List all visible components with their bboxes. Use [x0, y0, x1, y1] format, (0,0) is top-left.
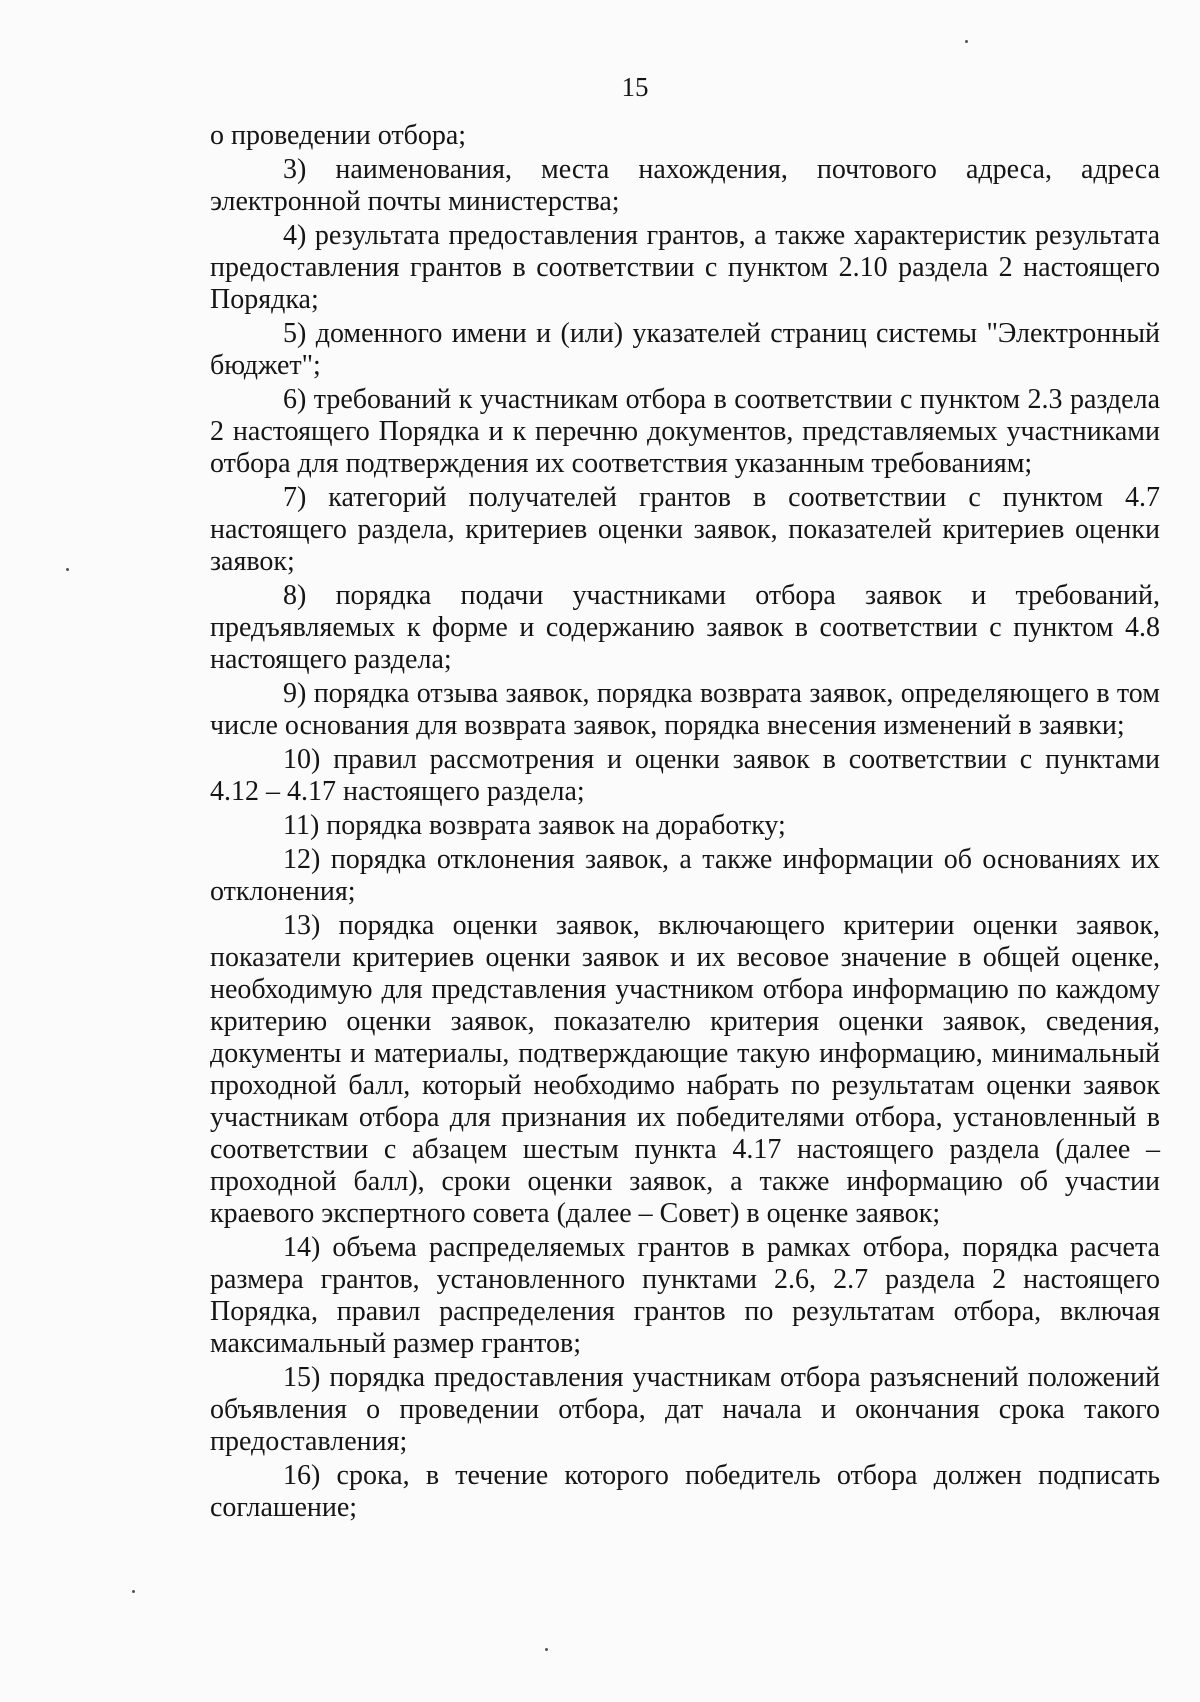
list-item-11: 11) порядка возврата заявок на доработку;	[283, 810, 786, 841]
page-number: 15	[621, 72, 649, 102]
list-item-5: 5) доменного имени и (или) указателей страниц системы "Электронный бюджет";	[210, 318, 1160, 381]
list-item-3: 3) наименования, места нахождения, почтового адреса, адреса электронной почты министерства;	[210, 154, 1160, 217]
paragraph-continuation: о проведении отбора;	[210, 120, 467, 151]
scan-speck	[545, 1648, 548, 1651]
list-item-16: 16) срока, в течение которого победитель отбора должен подписать соглашение;	[210, 1460, 1160, 1523]
document-body	[210, 120, 1160, 1526]
scan-speck	[132, 1590, 135, 1593]
list-item-4: 4) результата предоставления грантов, а также характеристик результата предоставления грантов в соответствии с пунктом 2.10 раздела 2 настоящего Порядка;	[210, 220, 1160, 315]
scan-speck	[965, 40, 968, 43]
list-item-6: 6) требований к участникам отбора в соответствии с пунктом 2.3 раздела 2 настоящего Порядка и к перечню документов, представляемых участниками отбора для подтверждения их соответствия указанным требованиям;	[210, 384, 1160, 479]
list-item-12: 12) порядка отклонения заявок, а также информации об основаниях их отклонения;	[210, 844, 1160, 907]
list-item-9: 9) порядка отзыва заявок, порядка возврата заявок, определяющего в том числе основания для возврата заявок, порядка внесения изменений в заявки;	[210, 678, 1160, 741]
scan-speck	[66, 568, 69, 571]
list-item-13: 13) порядка оценки заявок, включающего критерии оценки заявок, показатели критериев оценки заявок и их весовое значение в общей оценке, необходимую для представления участником отбора информацию по каждому критерию оценки заявок, показателю критерия оценки заявок, сведения, документы и материалы, подтверждающие такую информацию, минимальный проходной балл, который необходимо набрать по результатам оценки заявок участникам отбора для признания их победителями отбора, установленный в соответствии с абзацем шестым пункта 4.17 настоящего раздела (далее – проходной балл), сроки оценки заявок, а также информацию об участии краевого экспертного совета (далее – Совет) в оценке заявок;	[210, 910, 1160, 1229]
list-item-10: 10) правил рассмотрения и оценки заявок в соответствии с пунктами 4.12 – 4.17 настоящего раздела;	[210, 744, 1160, 807]
list-item-7: 7) категорий получателей грантов в соответствии с пунктом 4.7 настоящего раздела, критериев оценки заявок, показателей критериев оценки заявок;	[210, 482, 1160, 577]
list-item-15: 15) порядка предоставления участникам отбора разъяснений положений объявления о проведении отбора, дат начала и окончания срока такого предоставления;	[210, 1362, 1160, 1457]
list-item-14: 14) объема распределяемых грантов в рамках отбора, порядка расчета размера грантов, установленного пунктами 2.6, 2.7 раздела 2 настоящего Порядка, правил распределения грантов по результатам отбора, включая максимальный размер грантов;	[210, 1232, 1160, 1359]
list-item-8: 8) порядка подачи участниками отбора заявок и требований, предъявляемых к форме и содержанию заявок в соответствии с пунктом 4.8 настоящего раздела;	[210, 580, 1160, 675]
